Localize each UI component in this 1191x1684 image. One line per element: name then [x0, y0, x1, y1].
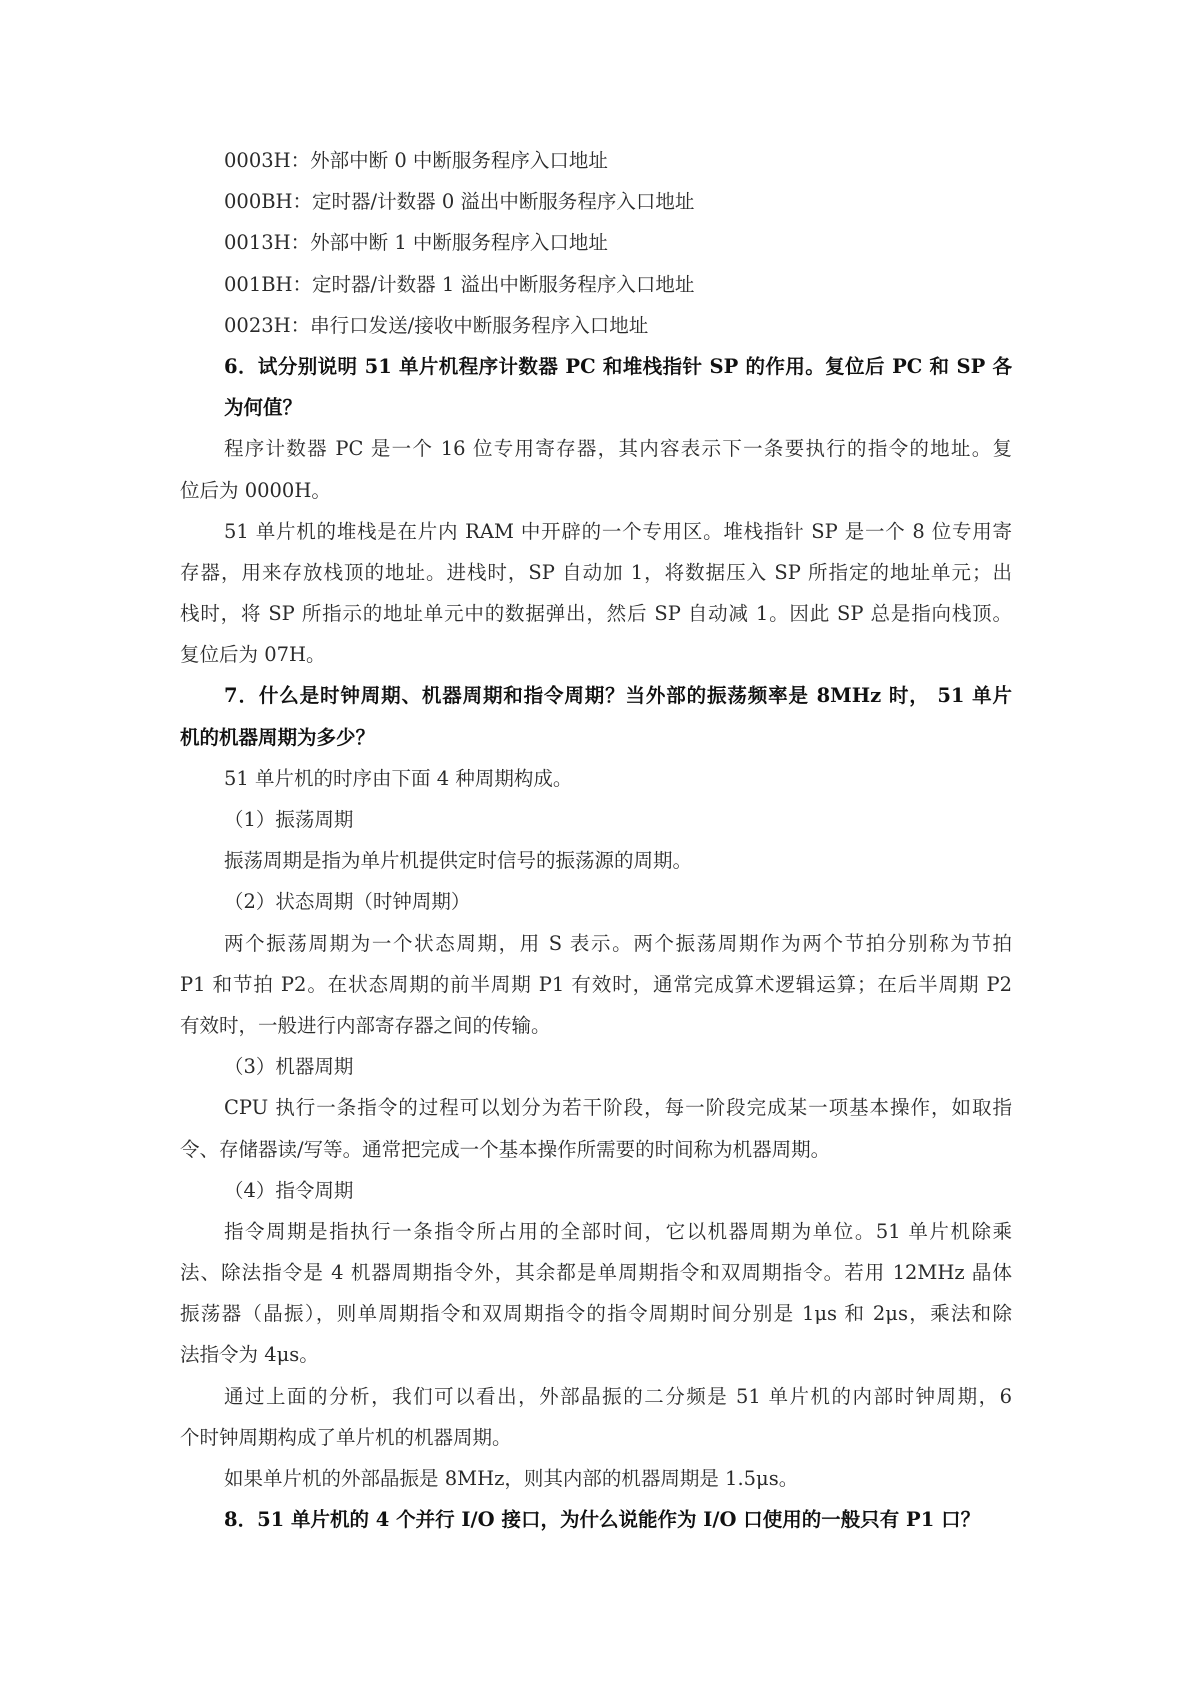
- text-line: 0013H：外部中断 1 中断服务程序入口地址: [224, 231, 608, 255]
- document-page: [180, 140, 1012, 1540]
- text-line: （1）振荡周期: [224, 808, 354, 831]
- text-line: 有效时，一般进行内部寄存器之间的传输。: [180, 1013, 551, 1037]
- text-line: 栈时，将 SP 所指示的地址单元中的数据弹出，然后 SP 自动减 1。因此 SP 总是指向栈顶。: [180, 602, 1012, 626]
- question-heading-line: 7．什么是时钟周期、机器周期和指令周期？当外部的振荡频率是 8MHz 时， 51 单片: [224, 684, 1012, 708]
- text-line: 振荡周期是指为单片机提供定时信号的振荡源的周期。: [224, 849, 693, 873]
- text-line: 000BH：定时器/计数器 0 溢出中断服务程序入口地址: [224, 190, 695, 214]
- text-line: 复位后为 07H。: [180, 643, 326, 667]
- question-heading-line: 8．51 单片机的 4 个并行 I/O 接口，为什么说能作为 I/O 口使用的一般只有 P1 口？: [224, 1508, 981, 1532]
- question-heading-line: 为何值？: [224, 396, 303, 420]
- question-heading-line: 6．试分别说明 51 单片机程序计数器 PC 和堆栈指针 SP 的作用。复位后 PC 和 SP 各: [224, 354, 1012, 378]
- text-line: CPU 执行一条指令的过程可以划分为若干阶段，每一阶段完成某一项基本操作，如取指: [224, 1096, 1012, 1120]
- text-line: 0023H：串行口发送/接收中断服务程序入口地址: [224, 313, 649, 337]
- text-line: 存器，用来存放栈顶的地址。进栈时，SP 自动加 1，将数据压入 SP 所指定的地址单元；出: [180, 560, 1012, 584]
- text-line: 如果单片机的外部晶振是 8MHz，则其内部的机器周期是 1.5μs。: [224, 1467, 799, 1490]
- question-heading-line: 机的机器周期为多少？: [180, 725, 376, 749]
- text-line: （2）状态周期（时钟周期）: [224, 890, 471, 914]
- text-line: 法、除法指令是 4 机器周期指令外，其余都是单周期指令和双周期指令。若用 12MHz 晶体: [180, 1261, 1012, 1285]
- text-line: 通过上面的分析，我们可以看出，外部晶振的二分频是 51 单片机的内部时钟周期，6: [224, 1384, 1012, 1408]
- text-line: 001BH：定时器/计数器 1 溢出中断服务程序入口地址: [224, 272, 695, 296]
- text-line: 振荡器（晶振），则单周期指令和双周期指令的指令周期时间分别是 1μs 和 2μs，乘法和除: [180, 1302, 1012, 1326]
- text-line: P1 和节拍 P2。在状态周期的前半周期 P1 有效时，通常完成算术逻辑运算；在后半周期 P2: [180, 972, 1012, 996]
- text-line: 法指令为 4μs。: [180, 1343, 319, 1367]
- text-line: 程序计数器 PC 是一个 16 位专用寄存器，其内容表示下一条要执行的指令的地址。复: [224, 437, 1012, 461]
- text-line: 51 单片机的时序由下面 4 种周期构成。: [224, 766, 573, 790]
- text-line: 0003H：外部中断 0 中断服务程序入口地址: [224, 149, 608, 172]
- text-line: 指令周期是指执行一条指令所占用的全部时间，它以机器周期为单位。51 单片机除乘: [224, 1219, 1012, 1243]
- text-line: 位后为 0000H。: [180, 478, 331, 502]
- text-line: 个时钟周期构成了单片机的机器周期。: [180, 1425, 512, 1449]
- text-line: （3）机器周期: [224, 1055, 354, 1079]
- text-line: 51 单片机的堆栈是在片内 RAM 中开辟的一个专用区。堆栈指针 SP 是一个 8 位专用寄: [224, 519, 1012, 543]
- text-line: 令、存储器读/写等。通常把完成一个基本操作所需要的时间称为机器周期。: [180, 1137, 831, 1161]
- text-line: 两个振荡周期为一个状态周期，用 S 表示。两个振荡周期作为两个节拍分别称为节拍: [224, 931, 1012, 955]
- text-line: （4）指令周期: [224, 1178, 354, 1202]
